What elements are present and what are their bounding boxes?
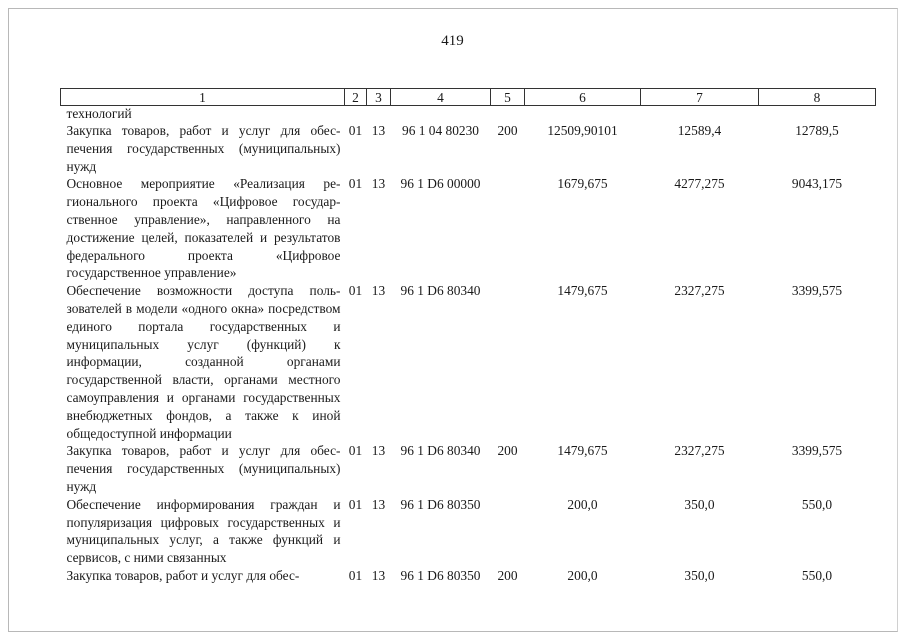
row-amount-3: 550,0 bbox=[801, 496, 833, 512]
row-amount-2: 2327,275 bbox=[674, 443, 725, 459]
row-name: Закупка товаров, работ и услуг для обеспечения государственных (муниципальных) нужд bbox=[66, 123, 341, 174]
row-name: Основное мероприятие «Реализация регионального проекта «Цифровое государственное управление», направленного на достижение целей, показателей и результатов федерального проекта «Цифровое государственное управление» bbox=[66, 176, 341, 281]
row-amount-1 bbox=[525, 106, 641, 123]
row-expense-type bbox=[491, 496, 525, 567]
row-section: 01 bbox=[348, 567, 363, 583]
table-row bbox=[61, 567, 876, 585]
row-subsection: 13 bbox=[371, 567, 386, 583]
row-amount-3: 3399,575 bbox=[791, 443, 843, 459]
row-name: Обеспечение возможности доступа пользователей в модели «одного окна» посредством единого портала государственных и муниципальных услуг (функций) к информации, созданной органами государственной власти, органами местного самоуправления и органами государственных внебюджетных фондов, а также к иной общедоступной информации bbox=[66, 283, 341, 441]
row-target-code: 96 1 D6 80350 bbox=[400, 496, 481, 512]
header-col-3: 3 bbox=[367, 89, 391, 106]
header-col-4: 4 bbox=[391, 89, 491, 106]
row-amount-2: 4277,275 bbox=[674, 176, 725, 192]
row-amount-2 bbox=[641, 106, 759, 123]
row-name: Закупка товаров, работ и услуг для обеспечения государственных (муниципальных) нужд bbox=[66, 443, 341, 494]
row-expense-type: 200 bbox=[497, 443, 518, 459]
row-amount-3: 12789,5 bbox=[795, 123, 839, 138]
row-amount-1: 1679,675 bbox=[557, 176, 608, 192]
row-section: 01 bbox=[348, 496, 363, 512]
row-subsection: 13 bbox=[371, 496, 386, 512]
row-amount-2: 350,0 bbox=[684, 496, 715, 512]
header-row bbox=[61, 89, 876, 106]
row-subsection: 13 bbox=[371, 123, 386, 138]
table-row bbox=[61, 496, 876, 567]
table-row bbox=[61, 175, 876, 282]
row-expense-type bbox=[491, 106, 525, 123]
header-col-5: 5 bbox=[491, 89, 525, 106]
table-row bbox=[61, 106, 876, 123]
row-target-code: 96 1 D6 80340 bbox=[400, 283, 481, 299]
row-expense-type: 200 bbox=[497, 123, 518, 138]
header-col-2: 2 bbox=[345, 89, 367, 106]
row-target-code: 96 1 D6 80340 bbox=[400, 443, 481, 459]
row-target-code: 96 1 04 80230 bbox=[402, 123, 479, 138]
row-subsection bbox=[367, 106, 391, 123]
row-amount-1: 1479,675 bbox=[557, 443, 608, 459]
row-subsection: 13 bbox=[371, 176, 386, 192]
row-name: Обеспечение информирования граждан и популяризация цифровых государственных и муниципальных услуг, а также функций и сервисов, с ними связанных bbox=[66, 496, 341, 566]
table-row bbox=[61, 122, 876, 175]
row-amount-1: 12509,90101 bbox=[547, 123, 618, 138]
header-col-6: 6 bbox=[525, 89, 641, 106]
row-amount-3: 3399,575 bbox=[791, 283, 843, 299]
row-subsection: 13 bbox=[371, 443, 386, 459]
row-target-code bbox=[391, 106, 491, 123]
row-amount-3: 9043,175 bbox=[791, 176, 843, 192]
row-section: 01 bbox=[348, 443, 363, 459]
row-amount-2: 2327,275 bbox=[674, 283, 725, 299]
row-section: 01 bbox=[348, 176, 363, 192]
row-section: 01 bbox=[348, 123, 363, 138]
row-amount-2: 350,0 bbox=[684, 567, 715, 583]
header-col-1: 1 bbox=[61, 89, 345, 106]
row-amount-1: 1479,675 bbox=[557, 283, 608, 299]
header-col-7: 7 bbox=[641, 89, 759, 106]
row-subsection: 13 bbox=[371, 283, 386, 299]
page-number: 419 bbox=[441, 33, 464, 49]
row-target-code: 96 1 D6 80350 bbox=[400, 567, 481, 583]
row-name: Закупка товаров, работ и услуг для обес- bbox=[66, 567, 300, 583]
row-amount-3 bbox=[759, 106, 876, 123]
header-col-8: 8 bbox=[759, 89, 876, 106]
budget-table bbox=[60, 88, 876, 585]
row-expense-type: 200 bbox=[497, 567, 518, 583]
table-row bbox=[61, 282, 876, 442]
row-section: 01 bbox=[348, 283, 363, 299]
table-row bbox=[61, 442, 876, 495]
row-expense-type bbox=[491, 175, 525, 282]
row-amount-2: 12589,4 bbox=[677, 123, 722, 138]
row-name: технологий bbox=[66, 106, 132, 121]
row-section bbox=[345, 106, 367, 123]
row-target-code: 96 1 D6 00000 bbox=[400, 176, 481, 192]
row-amount-3: 550,0 bbox=[801, 567, 833, 583]
row-amount-1: 200,0 bbox=[567, 567, 598, 583]
row-amount-1: 200,0 bbox=[567, 496, 598, 512]
row-expense-type bbox=[491, 282, 525, 442]
